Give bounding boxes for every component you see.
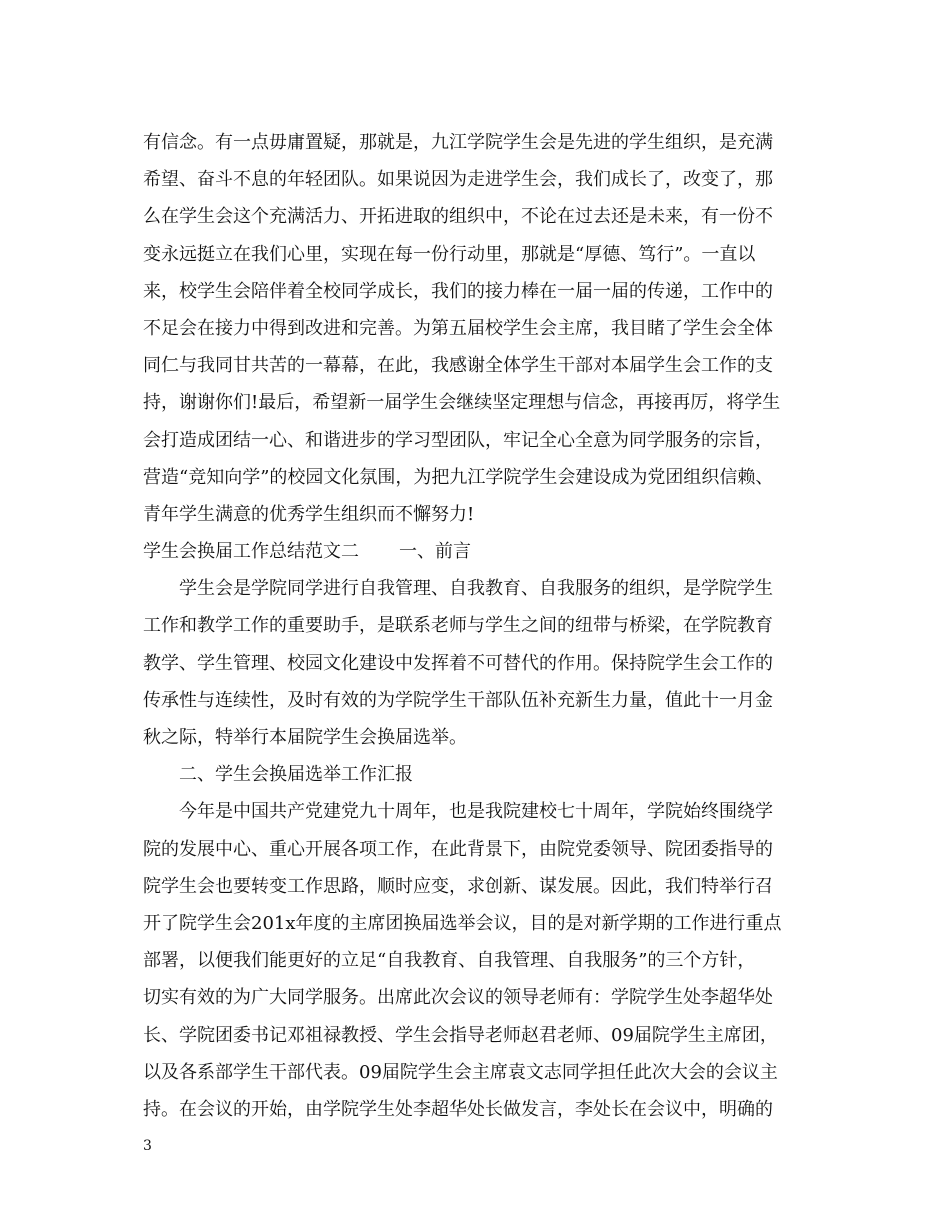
text-line: 今年是中国共产党建党九十周年，也是我院建校七十周年，学院始终围绕学: [179, 801, 773, 823]
text-line: 有信念。有一点毋庸置疑，那就是，九江学院学生会是先进的学生组织，是充满: [143, 132, 773, 153]
text-line: 营造“竞知向学”的校园文化氛围，为把九江学院学生会建设成为党团组织信赖、: [143, 466, 774, 488]
text-line: 部署，以便我们能更好的立足“自我教育、自我管理、自我服务”的三个方针，: [143, 950, 756, 972]
document-body: [143, 124, 807, 1128]
text-line: 持，谢谢你们!最后，希望新一届学生会继续坚定理想与信念，再接再厉，将学生: [143, 392, 781, 414]
text-line: 院的发展中心、重心开展各项工作，在此背景下，由院党委领导、院团委指导的: [143, 838, 773, 860]
section-heading: 一、前言: [399, 541, 471, 563]
text-line: 持。在会议的开始，由学院学生处李超华处长做发言，李处长在会议中，明确的: [143, 1098, 773, 1120]
section-heading-line: [143, 533, 807, 570]
text-line: 传承性与连续性，及时有效的为学院学生干部队伍补充新生力量，值此十一月金: [143, 689, 773, 711]
text-line: 希望、奋斗不息的年轻团队。如果说因为走进学生会，我们成长了，改变了，那: [143, 169, 773, 191]
text-line: 开了院学生会201x年度的主席团换届选举会议，目的是对新学期的工作进行重点: [143, 912, 782, 934]
text-line: 么在学生会这个充满活力、开拓进取的组织中，不论在过去还是未来，有一份不: [143, 206, 773, 228]
text-line: 同仁与我同甘共苦的一幕幕，在此，我感谢全体学生干部对本届学生会工作的支: [143, 355, 773, 377]
text-line: 变永远挺立在我们心里，实现在每一份行动里，那就是“厚德、笃行”。一直以: [143, 243, 756, 265]
text-line: 学生会是学院同学进行自我管理、自我教育、自我服务的组织，是学院学生: [179, 578, 773, 600]
article-title: 学生会换届工作总结范文二: [143, 541, 359, 563]
text-line: 秋之际，特举行本届院学生会换届选举。: [143, 727, 467, 748]
text-line: 院学生会也要转变工作思路，顺时应变，求创新、谋发展。因此，我们特举行召: [143, 875, 773, 897]
text-line: 工作和教学工作的重要助手，是联系老师与学生之间的纽带与桥梁，在学院教育: [143, 615, 773, 637]
text-line: 会打造成团结一心、和谐进步的学习型团队，牢记全心全意为同学服务的宗旨，: [143, 429, 773, 451]
text-line: 切实有效的为广大同学服务。出席此次会议的领导老师有：学院学生处李超华处: [143, 987, 773, 1009]
text-line: 以及各系部学生干部代表。09届院学生会主席袁文志同学担任此次大会的会议主: [143, 1061, 778, 1083]
text-line: 来，校学生会陪伴着全校同学成长，我们的接力棒在一届一届的传递，工作中的: [143, 280, 773, 302]
text-line: 长、学院团委书记邓祖禄教授、学生会指导老师赵君老师、09届院学生主席团，: [143, 1024, 778, 1046]
text-line: 不足会在接力中得到改进和完善。为第五届校学生会主席，我目睹了学生会全体: [143, 317, 773, 339]
text-line: 青年学生满意的优秀学生组织而不懈努力!: [143, 503, 475, 525]
text-line: 教学、学生管理、校园文化建设中发挥着不可替代的作用。保持院学生会工作的: [143, 652, 773, 674]
section-heading: 二、学生会换届选举工作汇报: [179, 764, 413, 786]
page-number: 3: [143, 1138, 152, 1154]
